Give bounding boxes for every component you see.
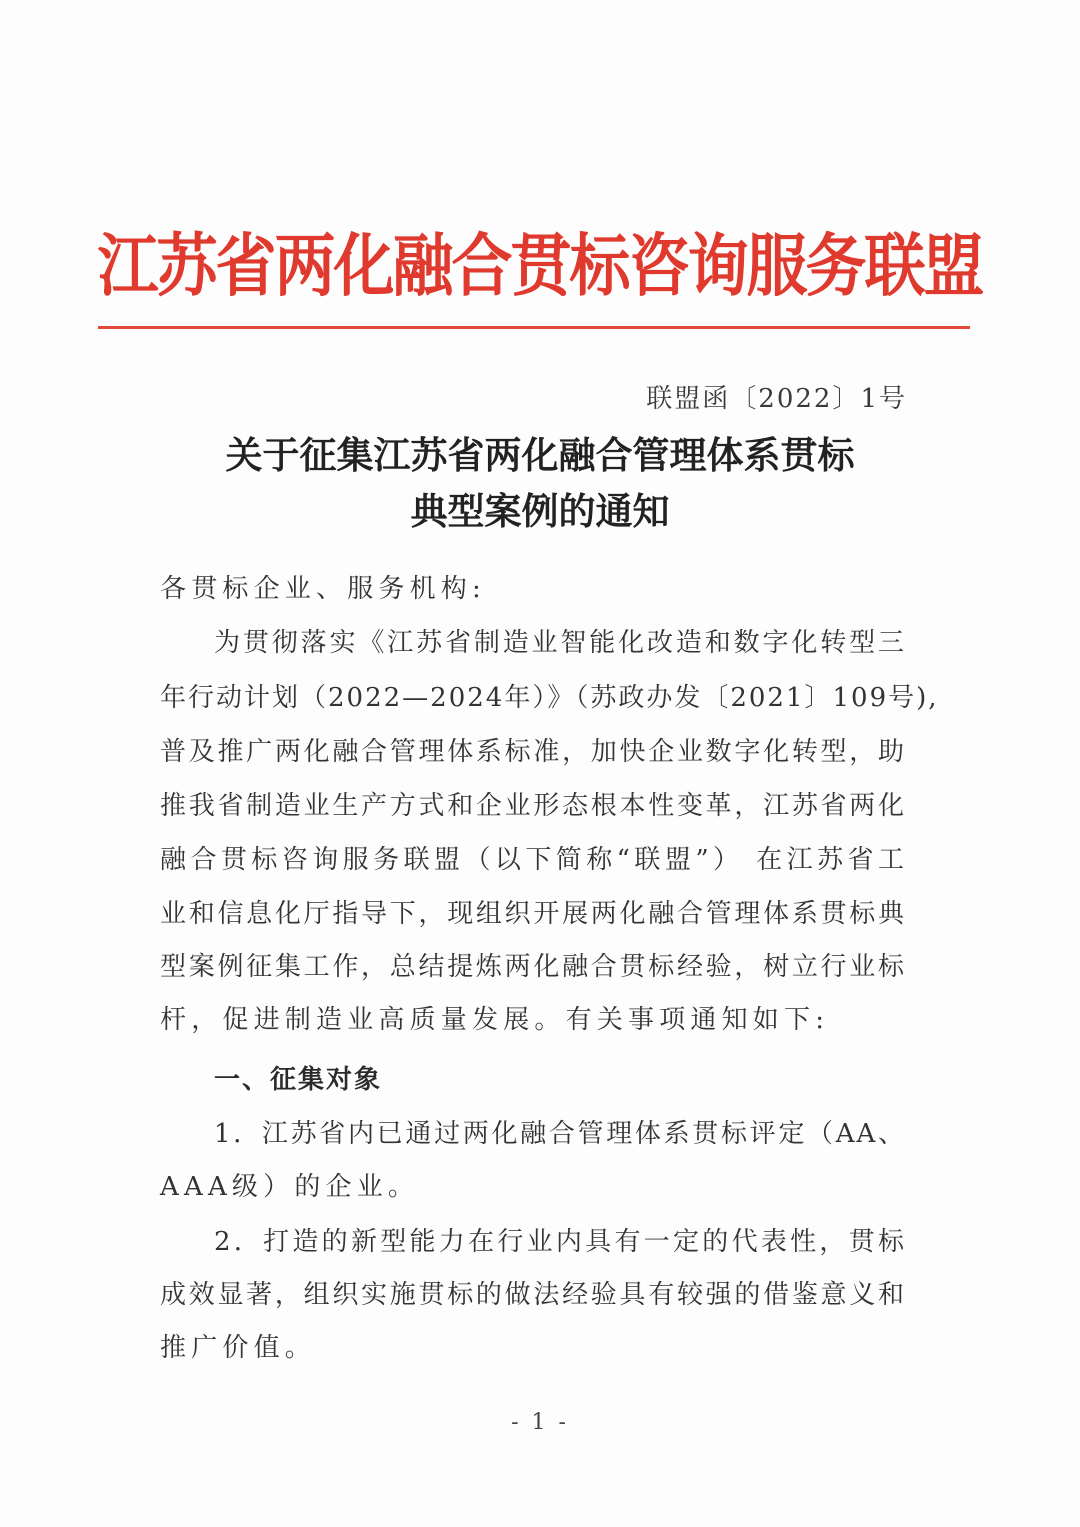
organization-header: 江苏省两化融合贯标咨询服务联盟 bbox=[97, 226, 983, 307]
section-item-line: 1．江苏省内已通过两化融合管理体系贯标评定（AA、 bbox=[214, 1119, 906, 1149]
salutation: 各贯标企业、服务机构: bbox=[160, 574, 486, 604]
intro-line: 融合贯标咨询服务联盟（以下简称“联盟”） 在江苏省工 bbox=[160, 845, 906, 875]
section-heading: 一、征集对象 bbox=[214, 1065, 383, 1095]
section-item-line: AAA级）的企业。 bbox=[160, 1172, 420, 1202]
intro-line: 推我省制造业生产方式和企业形态根本性变革，江苏省两化 bbox=[160, 791, 906, 821]
document-title-line-1: 关于征集江苏省两化融合管理体系贯标 bbox=[225, 434, 855, 477]
intro-line: 业和信息化厅指导下，现组织开展两化融合管理体系贯标典 bbox=[160, 899, 906, 929]
section-item-line: 推广价值。 bbox=[160, 1333, 317, 1363]
page-number: - 1 - bbox=[511, 1410, 569, 1435]
intro-line: 年行动计划（2022—2024年）》（苏政办发〔2021〕109号), bbox=[160, 683, 939, 713]
red-divider-rule bbox=[98, 326, 970, 329]
intro-line: 杆，促进制造业高质量发展。有关事项通知如下: bbox=[160, 1005, 830, 1035]
section-item-line: 成效显著，组织实施贯标的做法经验具有较强的借鉴意义和 bbox=[160, 1280, 906, 1310]
intro-line: 型案例征集工作，总结提炼两化融合贯标经验，树立行业标 bbox=[160, 952, 906, 982]
intro-line: 为贯彻落实《江苏省制造业智能化改造和数字化转型三 bbox=[214, 628, 906, 658]
document-number: 联盟函〔2022〕1号 bbox=[646, 384, 907, 414]
intro-line: 普及推广两化融合管理体系标准，加快企业数字化转型，助 bbox=[160, 737, 906, 767]
document-title-line-2: 典型案例的通知 bbox=[410, 490, 670, 533]
section-item-line: 2．打造的新型能力在行业内具有一定的代表性，贯标 bbox=[214, 1227, 906, 1257]
